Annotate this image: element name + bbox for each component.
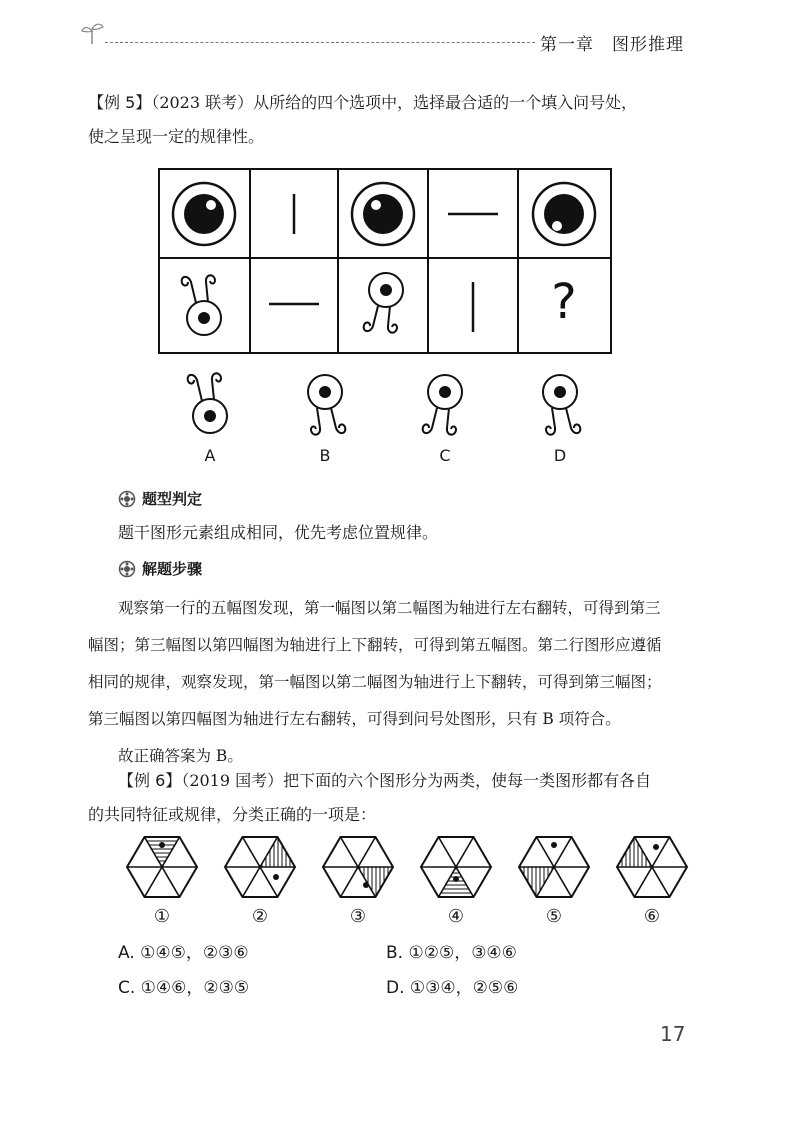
section-type-text: 题干图形元素组成相同，优先考虑位置规律。 [118,523,439,542]
figure-label-2: ② [251,906,269,927]
example5-intro: 【例 5】（2023 联考）从所给的四个选项中，选择最合适的一个填入问号处， 使之呈现一定的规律性。 [88,93,638,146]
grid-cell-r2c1 [182,275,221,335]
grid-cell-r1c5 [533,183,595,245]
question-mark-cell: ? [551,274,577,330]
example5-tag: 【例 5】 [88,93,152,112]
option-d-label: D [553,446,567,465]
option-a-label: A [204,446,216,465]
grid-cell-r1c3 [352,183,414,245]
flower-bullet-icon [118,560,136,578]
option-c-label: C [439,446,451,465]
example5-options [170,370,610,442]
figure-label-3: ③ [349,906,367,927]
hex-figure-1 [127,837,197,897]
example5-question-grid [158,168,612,354]
choice-a[interactable]: A. ①④⑤，②③⑥ [118,943,249,963]
header-rule [105,42,535,43]
chapter-title: 第一章 图形推理 [540,35,684,55]
example6-tag: 【例 6】 [118,771,182,790]
grid-cell-r1c1 [173,183,235,245]
sprout-icon [78,18,106,46]
grid-cell-r2c3 [364,273,403,333]
steps-line: 幅图；第三幅图以第四幅图为轴进行上下翻转，可得到第五幅图。第二行图形应遵循 [88,636,662,654]
figure-label-5: ⑤ [545,906,563,927]
hex-figure-2 [225,837,295,897]
figure-label-1: ① [153,906,171,927]
section-steps-text [88,590,708,775]
hex-figure-5 [519,837,589,897]
option-d-figure [543,375,580,435]
example6-intro: 【例 6】（2019 国考）把下面的六个图形分为两类，使每一类图形都有各自 的共同特征或规律，分类正确的一项是： [88,771,652,824]
section-steps-heading: 解题步骤 [118,558,202,579]
figure-label-6: ⑥ [643,906,661,927]
hex-figure-6 [617,837,687,897]
steps-line: 观察第一行的五幅图发现，第一幅图以第二幅图为轴进行左右翻转，可得到第三 [118,599,661,617]
page-number: 17 [660,1022,686,1046]
choice-b[interactable]: B. ①②⑤，③④⑥ [386,943,517,963]
choice-d[interactable]: D. ①③④，②⑤⑥ [386,978,519,998]
steps-line: 第三幅图以第四幅图为轴进行左右翻转，可得到问号处图形，只有 B 项符合。 [88,710,621,728]
hex-figure-4 [421,837,491,897]
choice-c[interactable]: C. ①④⑥，②③⑤ [118,978,250,998]
figure-label-4: ④ [447,906,465,927]
option-c-figure [423,375,462,435]
option-b-label: B [319,446,331,465]
example6-figures [110,832,700,902]
flower-bullet-icon [118,490,136,508]
hex-figure-3 [323,837,393,897]
section-type-heading: 题型判定 [118,488,202,509]
option-a-figure [188,373,227,433]
answer-line: 故正确答案为 B。 [118,747,243,765]
option-b-figure [308,375,345,435]
steps-line: 相同的规律，观察发现，第一幅图以第二幅图为轴进行上下翻转，可得到第三幅图； [88,673,662,691]
